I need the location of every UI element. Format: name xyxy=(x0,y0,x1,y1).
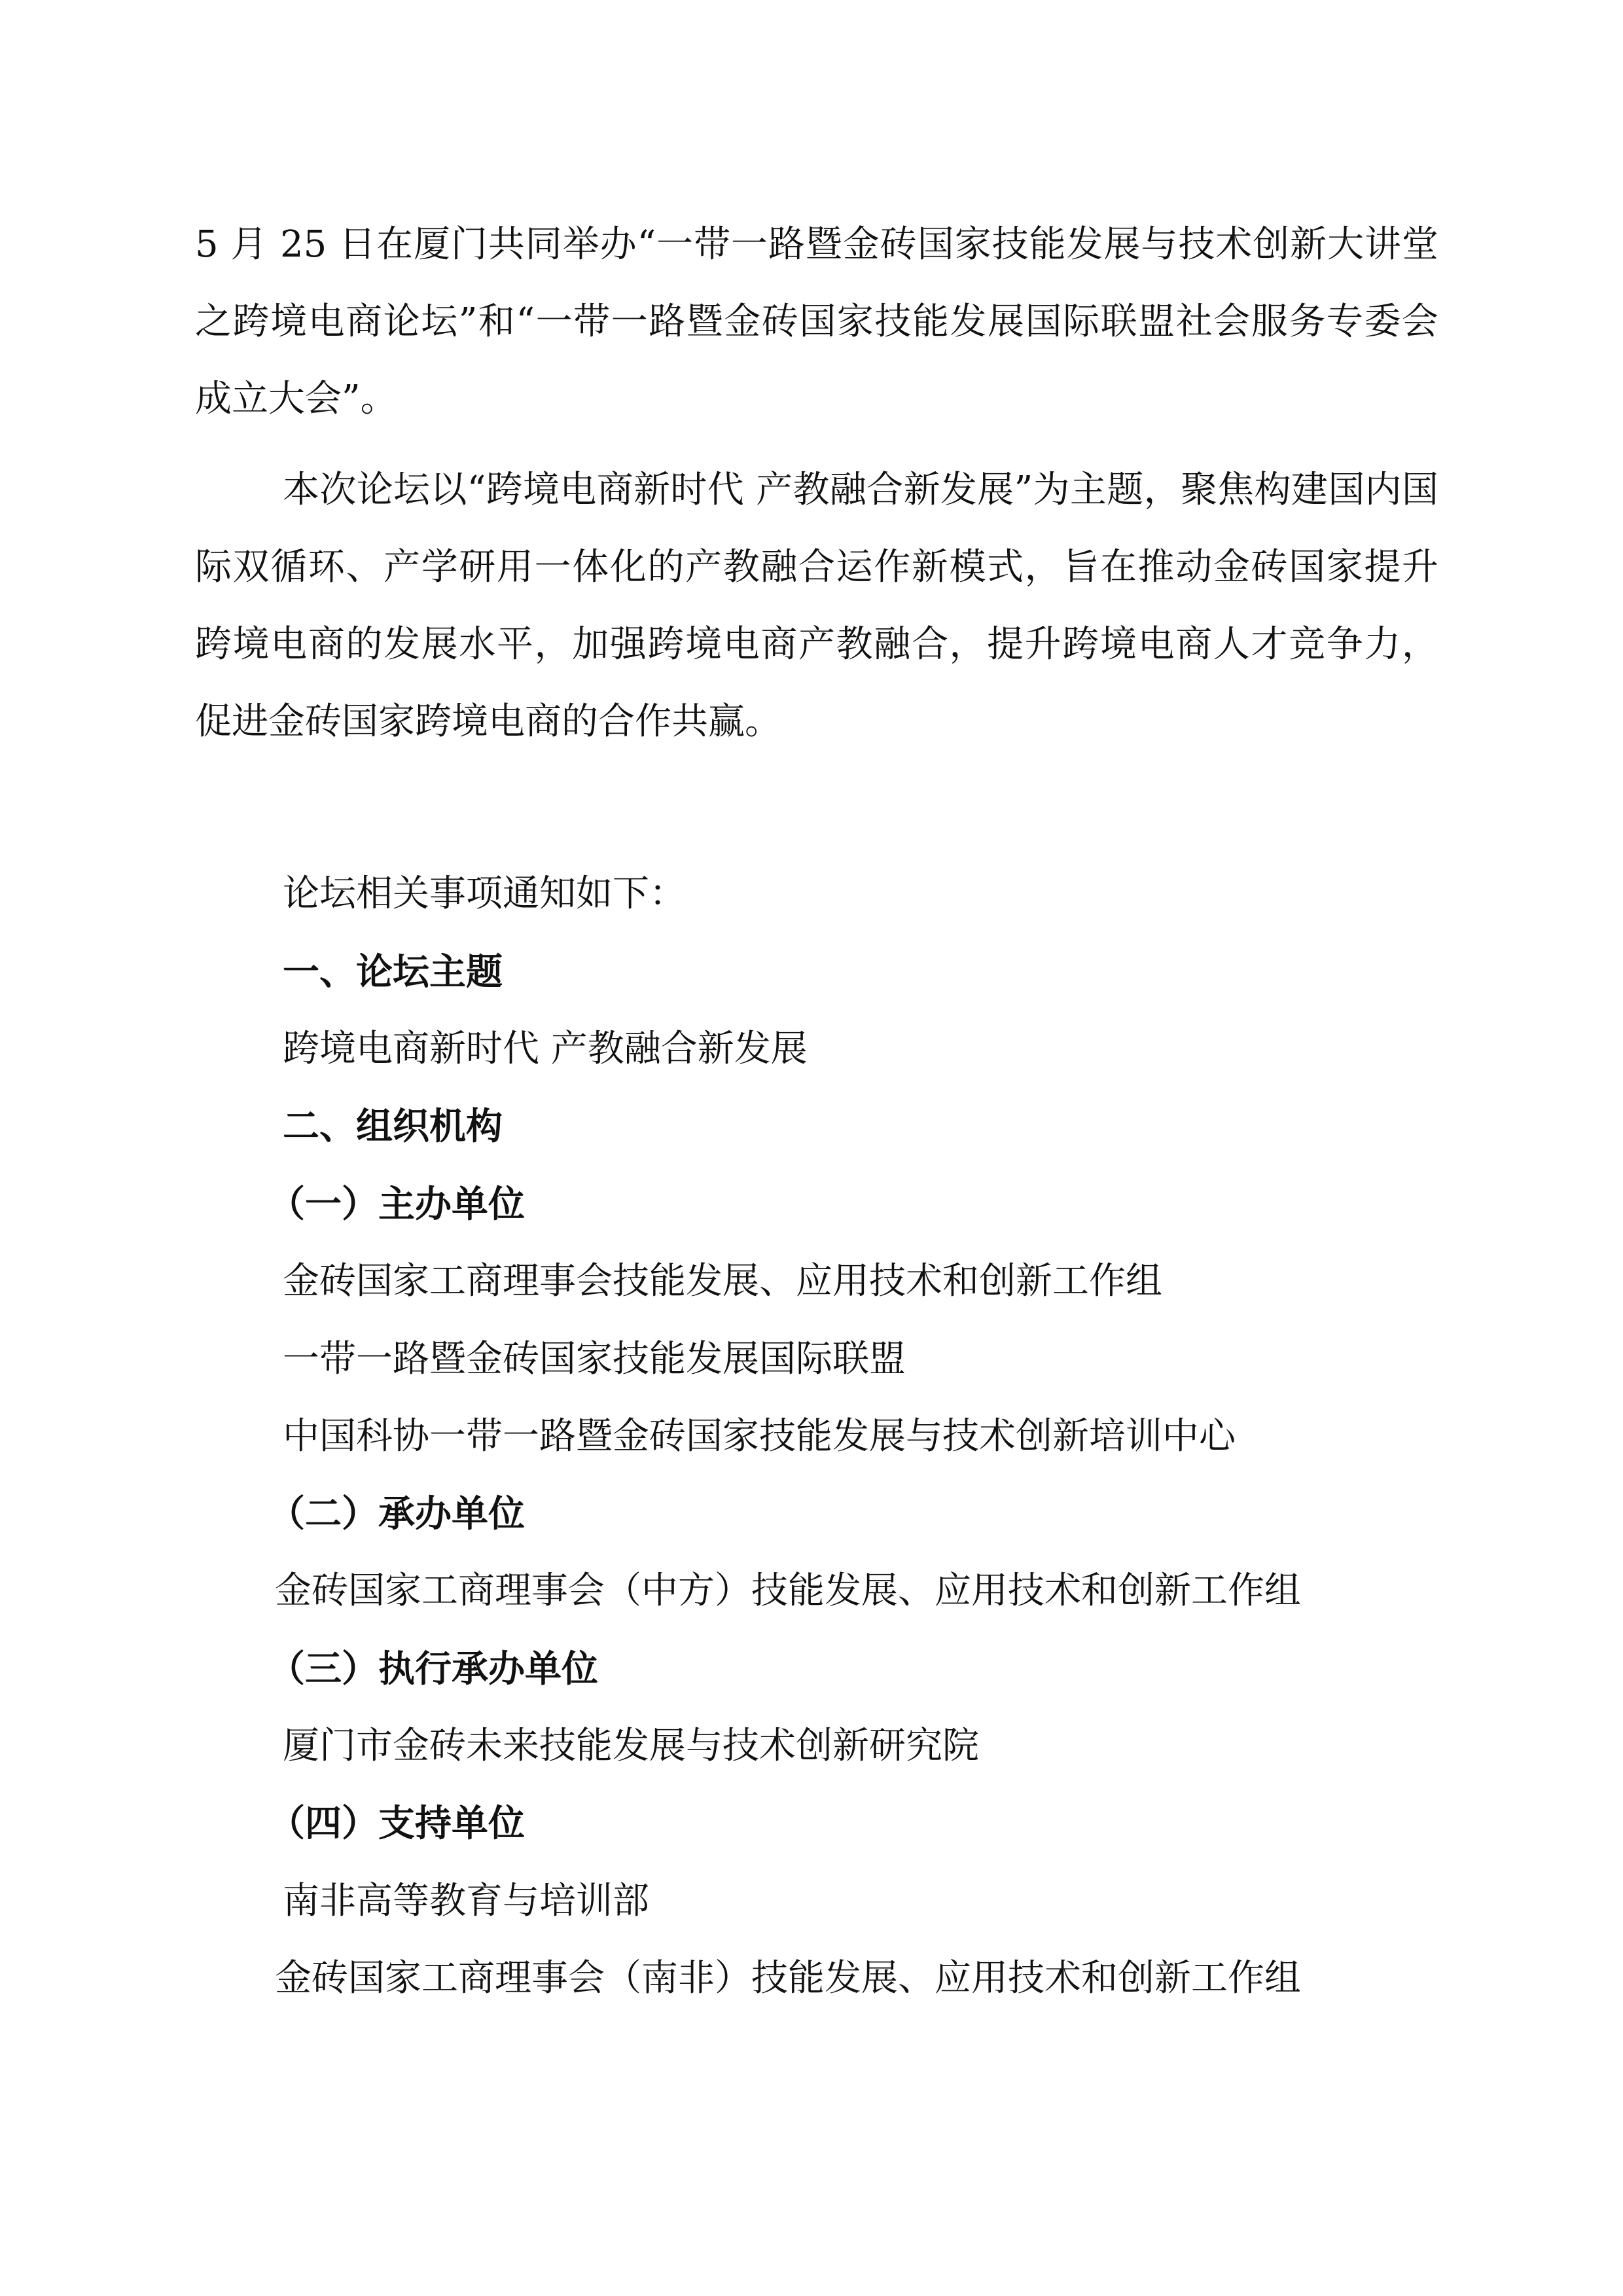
section-heading-theme: 一、论坛主题 xyxy=(283,950,503,994)
executor-item: 厦门市金砖未来技能发展与技术创新研究院 xyxy=(283,1725,979,1767)
organizer-item: 金砖国家工商理事会（中方）技能发展、应用技术和创新工作组 xyxy=(275,1570,1301,1612)
subheading-organizer: （二）承办单位 xyxy=(268,1492,525,1535)
supporter-item: 南非高等教育与培训部 xyxy=(283,1880,649,1922)
subheading-executor: （三）执行承办单位 xyxy=(268,1647,598,1691)
subheading-supporter: （四）支持单位 xyxy=(268,1802,525,1845)
section-heading-organization: 二、组织机构 xyxy=(283,1105,503,1148)
supporter-item: 金砖国家工商理事会（南非）技能发展、应用技术和创新工作组 xyxy=(275,1957,1301,2000)
intro-paragraph: 5 月 25 日在厦门共同举办“一带一路暨金砖国家技能发展与技术创新大讲堂之跨境电商论坛”和“一带一路暨金砖国家技能发展国际联盟社会服务专委会成立大会”。 xyxy=(195,223,1438,420)
theme-paragraph: 本次论坛以“跨境电商新时代 产教融合新发展”为主题，聚焦构建国内国际双循环、产学研用一体化的产教融合运作新模式，旨在推动金砖国家提升跨境电商的发展水平，加强跨境电商产教融合，提升跨境电商人才竞争力，促进金砖国家跨境电商的合作共赢。 xyxy=(195,469,1438,743)
section-text-theme: 跨境电商新时代 产教融合新发展 xyxy=(283,1028,808,1070)
host-item: 中国科协一带一路暨金砖国家技能发展与技术创新培训中心 xyxy=(283,1415,1236,1458)
host-item: 一带一路暨金砖国家技能发展国际联盟 xyxy=(283,1338,906,1380)
notice-line: 论坛相关事项通知如下： xyxy=(283,872,686,915)
subheading-host: （一）主办单位 xyxy=(268,1183,525,1226)
host-item: 金砖国家工商理事会技能发展、应用技术和创新工作组 xyxy=(283,1260,1162,1302)
